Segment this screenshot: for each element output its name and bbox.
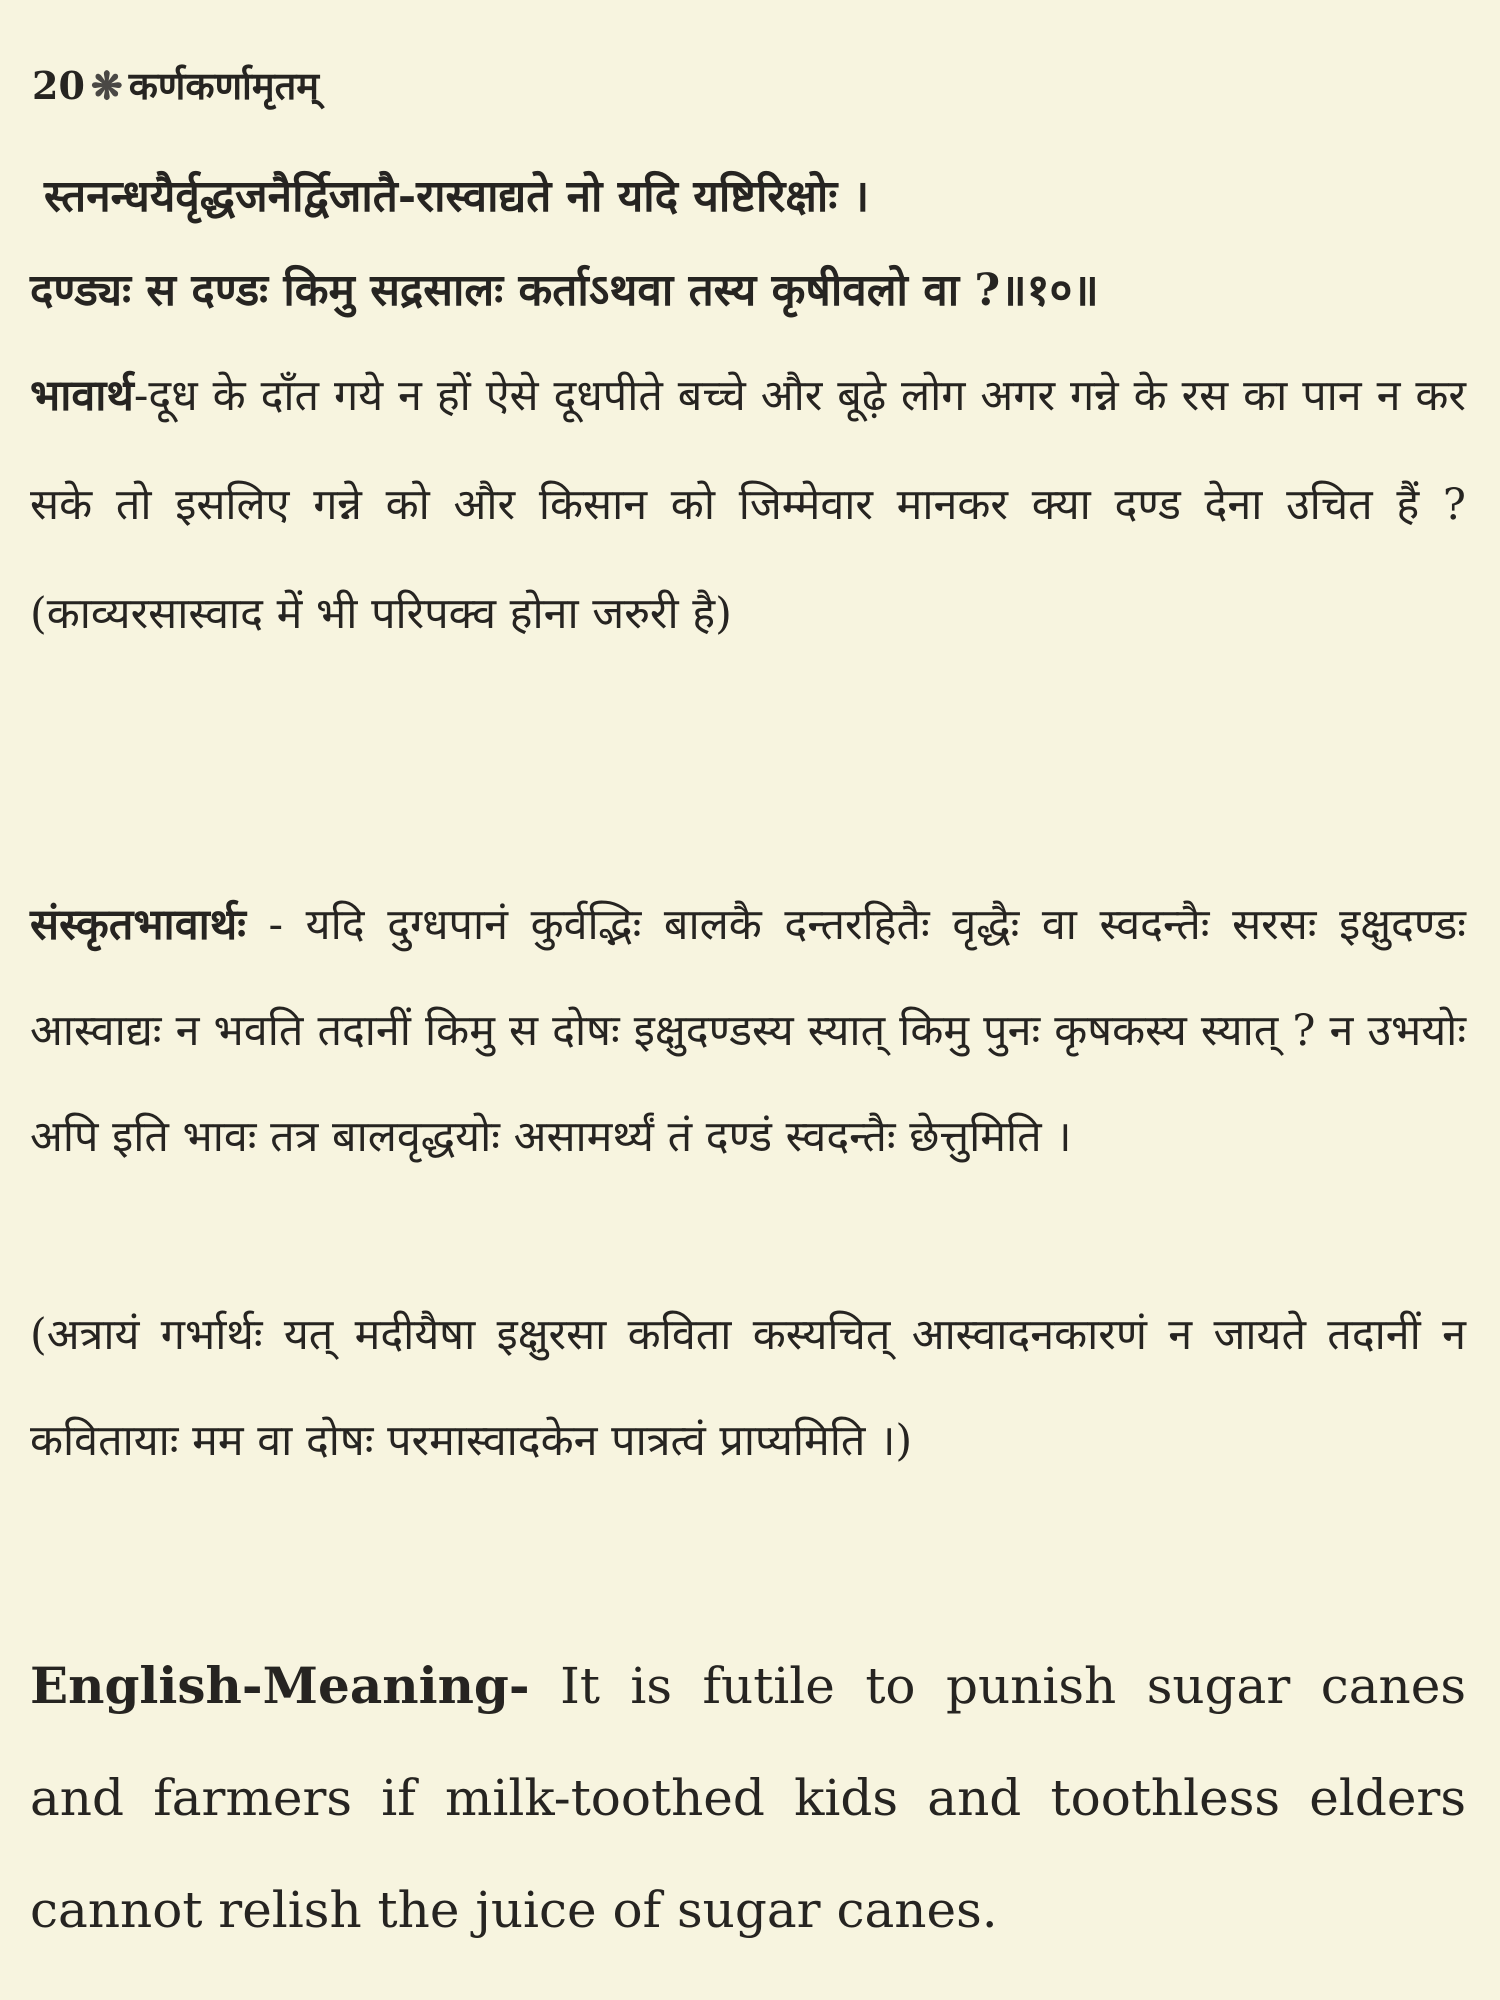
- hindi-meaning-text: -दूध के दाँत गये न हों ऐसे दूधपीते बच्चे और बूढ़े लोग अगर गन्ने के रस का पान न कर सके तो इसलिए गन्ने को और किसान को जिम्मेवार मानकर क्या दण्ड देना उचित हैं ?(काव्यरसास्वाद में भी परिपक्व होना जरुरी है): [30, 371, 1466, 639]
- english-meaning-text: It is futile to punish sugar canes and farmers if milk-toothed kids and toothless elders cannot relish the juice of sugar canes.: [30, 1657, 1466, 1939]
- english-meaning-label: English-Meaning-: [30, 1656, 530, 1715]
- verse-line-1: स्तनन्धयैर्वृद्धजनैर्द्विजातै-रास्वाद्यते नो यदि यष्टिरिक्षोः ।: [44, 171, 870, 222]
- sanskrit-meaning-text: - यदि दुग्धपानं कुर्वद्भिः बालकै दन्तरहितैः वृद्धैः वा स्वदन्तैः सरसः इक्षुदण्डः आस्वाद्यः न भवति तदानीं किमु स दोषः इक्षुदण्डस्य स्यात् किमु पुनः कृषकस्य स्यात् ? न उभयोः अपि इति भावः तत्र बालवृद्धयोः असामर्थ्यं तं दण्डं स्वदन्तैः छेत्तुमिति ।: [30, 900, 1467, 1162]
- sanskrit-meaning-paragraph: [30, 872, 1466, 1190]
- page-number: 20: [32, 63, 85, 108]
- asterisk-ornament-icon: ❋: [90, 63, 123, 108]
- book-title: कर्णकर्णामृतम्: [128, 63, 320, 108]
- sanskrit-verse: [30, 150, 1466, 338]
- english-meaning-paragraph: [30, 1630, 1466, 1966]
- sanskrit-inner-meaning-note: (अत्रायं गर्भार्थः यत् मदीयैषा इक्षुरसा कविता कस्यचित् आस्वादनकारणं न जायते तदानीं न कवितायाः मम वा दोषः परमास्वादकेन पात्रत्वं प्राप्यमिति ।): [30, 1310, 1466, 1466]
- sanskrit-meaning-label: संस्कृतभावार्थः: [30, 900, 246, 950]
- hindi-meaning-label: भावार्थ: [30, 371, 134, 421]
- verse-line-2: दण्ड्यः स दण्डः किमु सद्रसालः कर्ताऽथवा तस्य कृषीवलो वा ?॥१०॥: [30, 265, 1099, 316]
- running-head: [32, 64, 319, 108]
- hindi-meaning-paragraph: [30, 342, 1466, 669]
